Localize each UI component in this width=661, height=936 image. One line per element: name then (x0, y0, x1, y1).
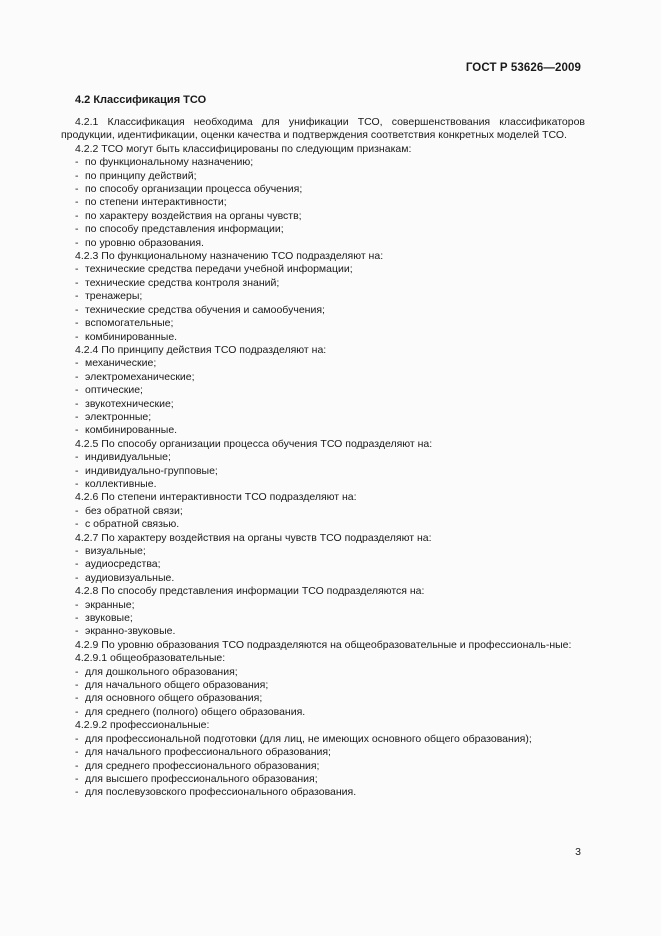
list-item-text: с обратной связью. (85, 518, 180, 531)
list-item-text: индивидуально-групповые; (85, 464, 218, 477)
list-dash: - (75, 317, 79, 330)
list-item-text: электромеханические; (85, 370, 195, 383)
list-item-text: комбинированные. (85, 330, 178, 343)
list-item (61, 733, 585, 746)
list-item (61, 545, 585, 558)
list-dash: - (75, 504, 79, 517)
list-item (61, 518, 585, 531)
list-dash: - (75, 357, 79, 370)
list-item (61, 478, 585, 491)
list-item (61, 786, 585, 799)
subsection-heading: 4.2.7 По характеру воздействия на органы чувств ТСО подразделяют на: (75, 531, 432, 544)
list-item (61, 424, 585, 437)
list-item-text: визуальные; (85, 545, 146, 557)
list-dash: - (75, 223, 79, 236)
page-number: 3 (575, 846, 581, 858)
list-item-text: звукотехнические; (85, 397, 174, 410)
list-item-text: для дошкольного образования; (85, 665, 238, 678)
list-item (61, 304, 585, 317)
list-item (61, 371, 585, 384)
list-item-text: по характеру воздействия на органы чувств; (85, 209, 302, 222)
list-dash: - (75, 786, 79, 799)
list-item (61, 384, 585, 397)
list-dash: - (75, 424, 79, 437)
list-dash: - (75, 303, 79, 316)
list-item-text: для среднего профессионального образования; (85, 759, 320, 772)
list-item (61, 679, 585, 692)
list-dash: - (75, 759, 79, 772)
list-item-text: технические средства контроля знаний; (85, 276, 280, 289)
list-item-text: электронные; (85, 410, 152, 423)
list-dash: - (75, 410, 79, 423)
list-dash: - (75, 692, 79, 705)
list-dash: - (75, 263, 79, 276)
list-dash: - (75, 276, 79, 289)
list-dash: - (75, 370, 79, 383)
paragraph: 4.2.9 По уровню образования ТСО подразделяются на общеобразовательные и профессиональ-ные: (75, 638, 572, 651)
list-dash: - (75, 732, 79, 745)
list-item-text: аудиовизуальные. (85, 571, 175, 584)
list-item-text: механические; (85, 357, 157, 370)
list-dash: - (75, 464, 79, 477)
list-item (61, 156, 585, 169)
list-item-text: технические средства передачи учебной информации; (85, 263, 353, 276)
list-item (61, 290, 585, 303)
list-dash: - (75, 236, 79, 249)
list-item-text: без обратной связи; (85, 504, 183, 517)
list-item (61, 196, 585, 209)
list-dash: - (75, 518, 79, 531)
list-dash: - (75, 209, 79, 222)
list-item (61, 223, 585, 236)
list-item-text: по функциональному назначению; (85, 156, 254, 169)
list-item-text: по степени интерактивности; (85, 196, 227, 209)
list-item (61, 706, 585, 719)
subsection-heading: 4.2.5 По способу организации процесса обучения ТСО подразделяют на: (75, 437, 433, 450)
list-dash: - (75, 397, 79, 410)
list-item (61, 572, 585, 585)
list-dash: - (75, 290, 79, 303)
list-item (61, 170, 585, 183)
list-item-text: для среднего (полного) общего образования. (85, 705, 306, 718)
list-dash: - (75, 705, 79, 718)
list-item-text: для высшего профессионального образования; (85, 772, 318, 785)
list-dash: - (75, 746, 79, 759)
document-body (61, 116, 585, 800)
list-dash: - (75, 477, 79, 490)
list-item (61, 263, 585, 276)
list-item-text: индивидуальные; (85, 451, 171, 464)
subsection-heading: 4.2.9.2 профессиональные: (75, 719, 210, 732)
document-header: ГОСТ Р 53626—2009 (465, 62, 581, 74)
list-item (61, 666, 585, 679)
list-dash: - (75, 612, 79, 625)
list-item-text: тренажеры; (85, 290, 143, 303)
list-item (61, 760, 585, 773)
list-item (61, 558, 585, 571)
list-item (61, 237, 585, 250)
list-item-text: экранные; (85, 598, 135, 611)
list-dash: - (75, 679, 79, 692)
list-dash: - (75, 545, 79, 557)
subsection-heading: 4.2.4 По принципу действия ТСО подразделяют на: (75, 343, 327, 356)
list-item (61, 692, 585, 705)
list-item (61, 746, 585, 759)
paragraph: 4.2.1 Классификация необходима для унификации ТСО, совершенствования классификаторов продукции, идентификации, оценки качества и подтверждения соответствия конкретных моделей ТСО. (61, 116, 585, 142)
subsection-heading: 4.2.3 По функциональному назначению ТСО подразделяют на: (75, 250, 384, 263)
list-dash: - (75, 451, 79, 464)
list-item-text: технические средства обучения и самообучения; (85, 303, 325, 316)
list-item (61, 357, 585, 370)
list-item (61, 625, 585, 638)
list-dash: - (75, 558, 79, 571)
subsection-heading: 4.2.9.1 общеобразовательные: (75, 652, 226, 665)
list-item (61, 398, 585, 411)
list-item-text: комбинированные. (85, 424, 178, 437)
list-item (61, 773, 585, 786)
list-item (61, 612, 585, 625)
list-item (61, 317, 585, 330)
list-dash: - (75, 598, 79, 611)
list-dash: - (75, 330, 79, 343)
list-dash: - (75, 183, 79, 196)
list-item (61, 451, 585, 464)
list-dash: - (75, 196, 79, 209)
list-item (61, 411, 585, 424)
list-item-text: аудиосредства; (85, 558, 161, 571)
list-item (61, 210, 585, 223)
subsection-heading: 4.2.6 По степени интерактивности ТСО подразделяют на: (75, 491, 357, 504)
list-item-text: звуковые; (85, 612, 133, 625)
list-item-text: для профессиональной подготовки (для лиц, не имеющих основного общего образования); (85, 732, 532, 745)
list-dash: - (75, 169, 79, 182)
list-item (61, 505, 585, 518)
list-item (61, 183, 585, 196)
list-dash: - (75, 384, 79, 397)
list-item-text: экранно-звуковые. (85, 625, 176, 638)
list-item-text: по способу представления информации; (85, 223, 284, 236)
list-item (61, 465, 585, 478)
list-dash: - (75, 156, 79, 169)
list-item-text: вспомогательные; (85, 317, 174, 330)
list-dash: - (75, 772, 79, 785)
list-item (61, 331, 585, 344)
list-item-text: оптические; (85, 384, 143, 397)
section-title: 4.2 Классификация ТСО (75, 94, 207, 106)
list-item-text: для начального общего образования; (85, 679, 269, 692)
list-item (61, 599, 585, 612)
list-item-text: для начального профессионального образования; (85, 746, 331, 759)
subsection-heading: 4.2.2 ТСО могут быть классифицированы по следующим признакам: (75, 142, 412, 155)
list-item-text: коллективные. (85, 477, 157, 490)
subsection-heading: 4.2.8 По способу представления информации ТСО подразделяются на: (75, 585, 425, 598)
list-dash: - (75, 625, 79, 638)
list-item-text: по принципу действий; (85, 169, 197, 182)
list-item-text: для послевузовского профессионального образования. (85, 786, 357, 799)
list-item-text: для основного общего образования; (85, 692, 263, 705)
list-item (61, 277, 585, 290)
list-dash: - (75, 571, 79, 584)
list-dash: - (75, 665, 79, 678)
list-item-text: по уровню образования. (85, 236, 204, 249)
list-item-text: по способу организации процесса обучения; (85, 183, 303, 196)
